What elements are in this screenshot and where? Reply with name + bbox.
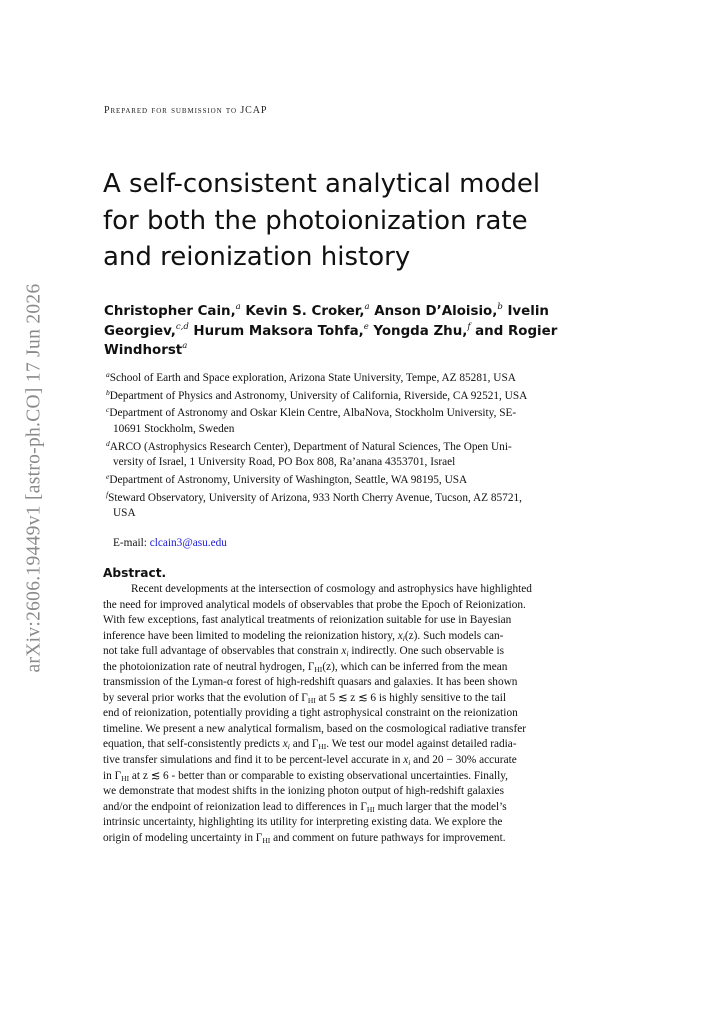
- affiliation-label: a: [106, 370, 110, 379]
- affiliation-text: Department of Astronomy and Oskar Klein Centre, AlbaNova, Stockholm University, SE-: [109, 407, 517, 420]
- affiliation-marker: a: [182, 341, 188, 352]
- affiliation-marker: a: [235, 302, 241, 312]
- author-line: [104, 322, 634, 342]
- abstract-line: by several prior works that the evolution of $\Gamma_{HI}$ at 5 ≲ z ≲ 6 is highly sensitive to the tail: [103, 691, 506, 705]
- abstract-line: the need for improved analytical models of observables that probe the Epoch of Reionization.: [103, 598, 526, 611]
- affiliation-marker: a: [364, 302, 370, 312]
- contact-email: [113, 537, 227, 549]
- author-list: [104, 302, 634, 361]
- abstract-line: intrinsic uncertainty, highlighting its utility for interpreting existing data. We explore the: [103, 816, 503, 829]
- affiliation-marker: c,d: [175, 321, 189, 332]
- affiliation-text: Steward Observatory, University of Arizona, 933 North Cherry Avenue, Tucson, AZ 85721,: [108, 491, 522, 504]
- title-line: A self-consistent analytical model: [103, 169, 541, 199]
- author-line: [104, 341, 634, 361]
- abstract-line: in $\Gamma_{HI}$ at z ≲ 6 - better than or comparable to existing observational uncertainties. Finally,: [103, 769, 508, 783]
- affiliation-label: c: [106, 405, 110, 415]
- affiliation-item: [106, 491, 636, 522]
- affiliation-list: [106, 371, 636, 524]
- abstract-heading: Abstract.: [103, 566, 167, 580]
- abstract-line: timeline. We present a new analytical formalism, based on the cosmological radiative transfer: [103, 722, 526, 735]
- abstract-line: origin of modeling uncertainty in $\Gamma_{HI}$ and comment on future pathways for improvement.: [103, 831, 506, 845]
- author-name: Georgiev,: [104, 323, 176, 339]
- affiliation-label: e: [106, 471, 110, 481]
- affiliation-item: [106, 473, 636, 489]
- affiliation-label: b: [106, 387, 110, 397]
- author-name: Hurum Maksora Tohfa,: [188, 323, 364, 339]
- affiliation-text: USA: [113, 507, 136, 520]
- abstract-line: transmission of the Lyman-α forest of high-redshift quasars and galaxies. It has been shown: [103, 676, 518, 689]
- title-line: for both the photoionization rate: [103, 205, 528, 236]
- abstract-line: With few exceptions, fast analytical treatments of reionization suitable for use in Bayesian: [103, 614, 512, 627]
- affiliation-marker: b: [497, 302, 503, 312]
- abstract-line: equation, that self-consistently predicts $x_i$ and $\Gamma_{HI}$. We test our model against detailed radia-: [103, 738, 517, 752]
- arxiv-identifier-text: arXiv:2606.19449v1 [astro-ph.CO] 17 Jun 2026: [24, 283, 45, 673]
- author-name: Kevin S. Croker,: [240, 304, 365, 319]
- affiliation-marker: f: [467, 321, 471, 332]
- abstract-line: Recent developments at the intersection of cosmology and astrophysics have highlighted: [131, 583, 532, 595]
- prepared-for-submission: Prepared for submission to JCAP: [104, 105, 268, 116]
- affiliation-item: [106, 440, 636, 471]
- email-link[interactable]: clcain3@asu.edu: [149, 537, 227, 549]
- affiliation-item: [106, 389, 636, 405]
- affiliation-text: versity of Israel, 1 University Road, PO Box 808, Ra’anana 4353701, Israel: [113, 456, 456, 469]
- affiliation-text: 10691 Stockholm, Sweden: [113, 422, 235, 435]
- abstract-line: not take full advantage of observables that constrain $x_i$ indirectly. One such observable is: [103, 645, 505, 659]
- affiliation-item: [106, 406, 636, 437]
- paper-title: [103, 166, 643, 276]
- abstract-body: [103, 582, 635, 846]
- title-line: and reionization history: [103, 242, 411, 272]
- arxiv-identifier-stamp: [18, 268, 52, 688]
- author-name: Christopher Cain,: [104, 304, 236, 319]
- abstract-line: and/or the endpoint of reionization lead to differences in $\Gamma_{HI}$ much larger that the model’s: [103, 800, 507, 814]
- affiliation-text: ARCO (Astrophysics Research Center), Department of Natural Sciences, The Open Uni-: [109, 440, 512, 453]
- email-label: E-mail:: [113, 537, 147, 549]
- affiliation-text: Department of Astronomy, University of Washington, Seattle, WA 98195, USA: [109, 473, 468, 486]
- author-name: Yongda Zhu,: [368, 323, 468, 339]
- abstract-line: end of reionization, potentially providing a tight astrophysical constraint on the reionization: [103, 707, 518, 720]
- affiliation-label: f: [106, 489, 109, 499]
- author-name: Anson D’Aloisio,: [369, 304, 498, 319]
- affiliation-marker: e: [363, 321, 369, 332]
- author-line: [104, 302, 634, 322]
- author-name: Windhorst: [104, 343, 183, 359]
- abstract-line: we demonstrate that modest shifts in the ionizing photon output of high-redshift galaxies: [103, 785, 504, 798]
- abstract-line: tive transfer simulations and find it to be percent-level accurate in $x_i$ and 20 − 30% accurate: [103, 754, 517, 768]
- affiliation-text: Department of Physics and Astronomy, University of California, Riverside, CA 92521, USA: [109, 389, 528, 402]
- abstract-line: the photoionization rate of neutral hydrogen, $\Gamma_{HI}(z)$, which can be inferred from the mean: [103, 660, 508, 674]
- journal-header: [104, 105, 267, 116]
- affiliation-label: d: [106, 438, 110, 448]
- author-name: Ivelin: [502, 304, 549, 319]
- abstract-line: inference have been limited to modeling the reionization history, $x_i(z)$. Such models can-: [103, 629, 504, 643]
- affiliation-text: School of Earth and Space exploration, Arizona State University, Tempe, AZ 85281, USA: [109, 372, 516, 384]
- author-name: and Rogier: [470, 323, 558, 339]
- affiliation-item: [106, 371, 636, 387]
